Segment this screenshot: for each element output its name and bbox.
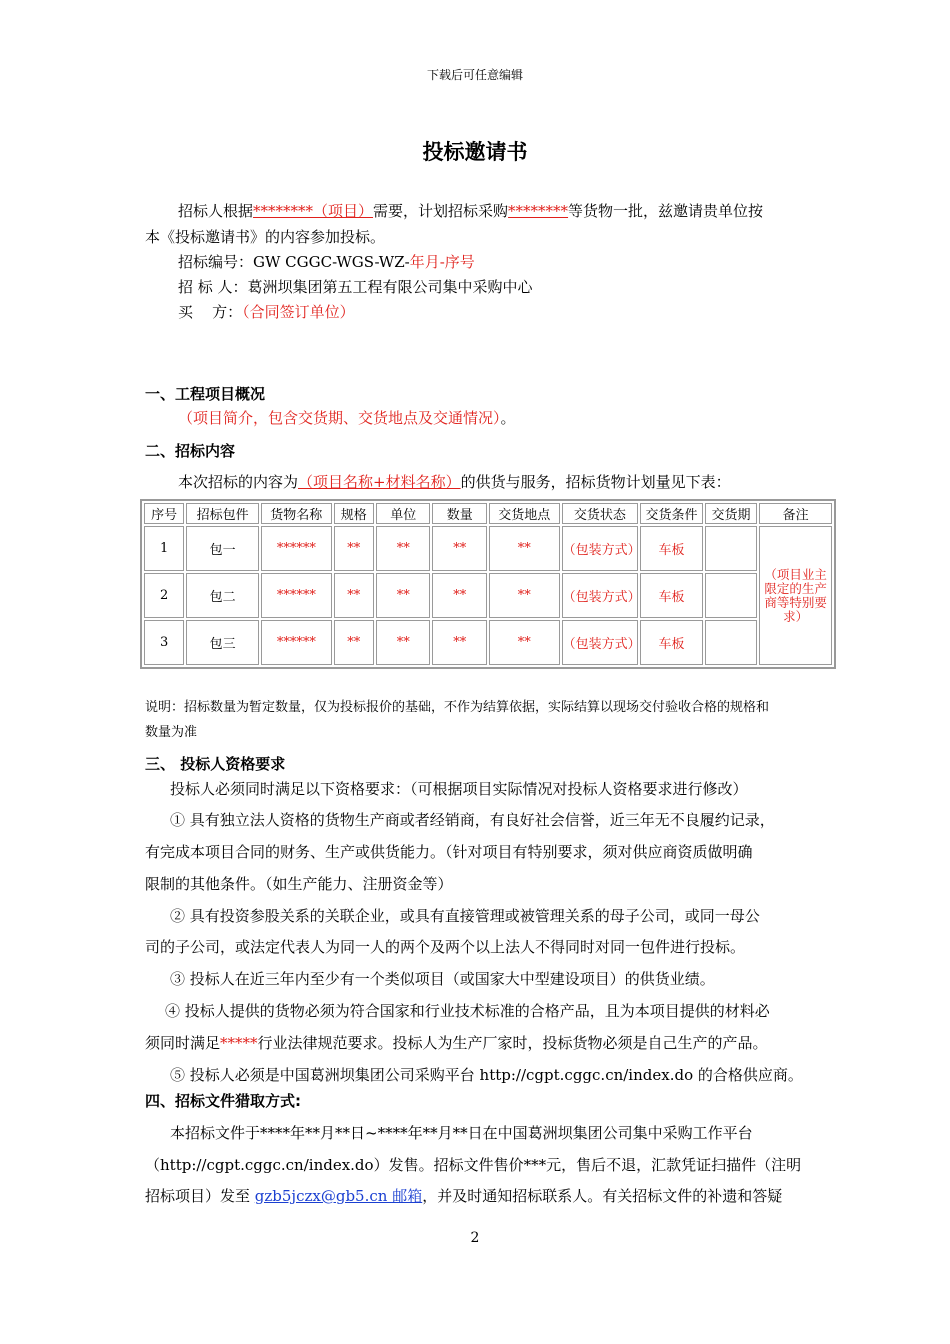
section2-body — [178, 471, 888, 492]
requirement-4-text: 行业法律规范要求。投标人为生产厂家时，投标货物必须是自己生产的产品。 — [257, 1034, 768, 1052]
section2-text: 的供货与服务，招标货物计划量见下表： — [460, 473, 731, 491]
col-header: 交货期 — [705, 503, 757, 524]
industry-placeholder: ***** — [220, 1034, 258, 1052]
col-header: 招标包件 — [186, 503, 259, 524]
requirement-3: ③ 投标人在近三年内至少有一个类似项目（或国家大中型建设项目）的供货业绩。 — [170, 970, 715, 988]
table-cell: 2 — [144, 573, 184, 618]
table-cell: ** — [489, 526, 560, 571]
col-header: 交货条件 — [640, 503, 703, 524]
document-title: 投标邀请书 — [422, 140, 528, 164]
table-cell: （包装方式） — [562, 620, 639, 665]
table-cell: ** — [432, 526, 486, 571]
section4-line2: （http://cgpt.cggc.cn/index.do）发售。招标文件售价***元，售后不退，汇款凭证扫描件（注明 — [145, 1156, 802, 1174]
section1-body — [178, 407, 888, 428]
col-header: 交货地点 — [489, 503, 560, 524]
intro-text: 等货物一批，兹邀请贵单位按 — [568, 202, 764, 220]
section4-text: 招标项目）发至 — [145, 1187, 255, 1205]
goods-table — [140, 499, 836, 669]
col-header: 货物名称 — [261, 503, 332, 524]
requirement-4-line1: ④ 投标人提供的货物必须为符合国家和行业技术标准的合格产品，且为本项目提供的材料必 — [165, 1002, 770, 1020]
section4-text: ，并及时通知招标联系人。有关招标文件的补遗和答疑 — [422, 1187, 783, 1205]
table-cell: ** — [432, 620, 486, 665]
section2-heading: 二、招标内容 — [145, 442, 236, 460]
col-header: 规格 — [334, 503, 374, 524]
bid-number — [178, 251, 888, 272]
section3-intro: 投标人必须同时满足以下资格要求：（可根据项目实际情况对投标人资格要求进行修改） — [170, 780, 748, 798]
remark-cell: （项目业主限定的生产商等特别要求） — [759, 526, 832, 665]
col-header: 序号 — [144, 503, 184, 524]
bid-number-label: 招标编号：GW CGGC-WGS-WZ- — [178, 253, 410, 271]
table-cell: ** — [334, 526, 374, 571]
table-cell: ** — [432, 573, 486, 618]
table-cell: ****** — [261, 620, 332, 665]
table-cell — [705, 526, 757, 571]
requirement-1-line2: 有完成本项目合同的财务、生产或供货能力。（针对项目有特别要求，须对供应商资质做明确 — [145, 843, 753, 861]
project-placeholder: ********（项目） — [253, 202, 374, 220]
requirement-5: ⑤ 投标人必须是中国葛洲坝集团公司采购平台 http://cgpt.cggc.cn/index.do 的合格供应商。 — [170, 1066, 803, 1084]
table-cell: ****** — [261, 526, 332, 571]
table-row — [144, 526, 832, 571]
table-cell: ** — [489, 620, 560, 665]
intro-paragraph-line2: 本《投标邀请书》的内容参加投标。 — [145, 228, 386, 246]
table-cell: ** — [334, 573, 374, 618]
requirement-1-line1: ① 具有独立法人资格的货物生产商或者经销商，有良好社会信誉，近三年无不良履约记录， — [170, 811, 775, 829]
section4-line1: 本招标文件于****年**月**日~****年**月**日在中国葛洲坝集团公司集中采购工作平台 — [170, 1124, 753, 1142]
section4-line3 — [145, 1185, 855, 1206]
requirement-2-line2: 司的子公司，或法定代表人为同一人的两个及两个以上法人不得同时对同一包件进行投标。 — [145, 938, 746, 956]
bid-number-value: 年月-序号 — [409, 253, 475, 271]
table-note-line1: 说明：招标数量为暂定数量，仅为投标报价的基础，不作为结算依据，实际结算以现场交付验收合格的规格和 — [145, 700, 770, 715]
table-cell: 车板 — [640, 620, 703, 665]
buyer-value: （合同签订单位） — [242, 303, 355, 321]
table-cell: 包三 — [186, 620, 259, 665]
item-placeholder: （项目名称+材料名称） — [298, 473, 461, 491]
section2-text: 本次招标的内容为 — [178, 473, 299, 491]
col-header: 数量 — [432, 503, 486, 524]
tenderer: 招 标 人：葛洲坝集团第五工程有限公司集中采购中心 — [178, 278, 533, 296]
table-cell: 1 — [144, 526, 184, 571]
table-cell — [705, 620, 757, 665]
table-cell: 车板 — [640, 526, 703, 571]
table-cell: 车板 — [640, 573, 703, 618]
section1-placeholder: （项目简介，包含交货期、交货地点及交通情况） — [178, 409, 501, 427]
section3-heading: 三、 投标人资格要求 — [145, 755, 286, 773]
col-header: 单位 — [376, 503, 430, 524]
requirement-1-line3: 限制的其他条件。（如生产能力、注册资金等） — [145, 875, 453, 893]
table-note-line2: 数量为准 — [145, 725, 198, 740]
table-cell: 3 — [144, 620, 184, 665]
goods-placeholder: ******** — [508, 202, 569, 220]
intro-text: 需要，计划招标采购 — [373, 202, 509, 220]
section1-tail: 。 — [500, 409, 516, 427]
requirement-2-line1: ② 具有投资参股关系的关联企业，或具有直接管理或被管理关系的母子公司，或同一母公 — [170, 907, 760, 925]
table-cell: ** — [376, 526, 430, 571]
buyer-label: 买 方： — [178, 303, 243, 321]
buyer — [178, 301, 888, 322]
page-number: 2 — [470, 1230, 480, 1246]
table-cell: ** — [334, 620, 374, 665]
table-cell: ****** — [261, 573, 332, 618]
requirement-4-line2 — [145, 1032, 855, 1053]
col-header: 备注 — [759, 503, 832, 524]
table-cell: 包一 — [186, 526, 259, 571]
header-note: 下载后可任意编辑 — [426, 68, 523, 82]
table-row — [144, 573, 832, 618]
col-header: 交货状态 — [562, 503, 639, 524]
section1-heading: 一、工程项目概况 — [145, 385, 266, 403]
table-cell: ** — [489, 573, 560, 618]
table-cell: 包二 — [186, 573, 259, 618]
table-row — [144, 620, 832, 665]
intro-text: 招标人根据 — [178, 202, 254, 220]
table-cell: ** — [376, 573, 430, 618]
requirement-4-text: 须同时满足 — [145, 1034, 221, 1052]
table-cell: （包装方式） — [562, 526, 639, 571]
table-header-row — [144, 503, 832, 524]
section4-heading: 四、招标文件猎取方式: — [145, 1092, 301, 1110]
email-link[interactable]: gzb5jczx@gb5.cn 邮箱 — [254, 1187, 423, 1205]
intro-paragraph-line1 — [178, 200, 858, 221]
table-cell — [705, 573, 757, 618]
table-cell: （包装方式） — [562, 573, 639, 618]
table-cell: ** — [376, 620, 430, 665]
